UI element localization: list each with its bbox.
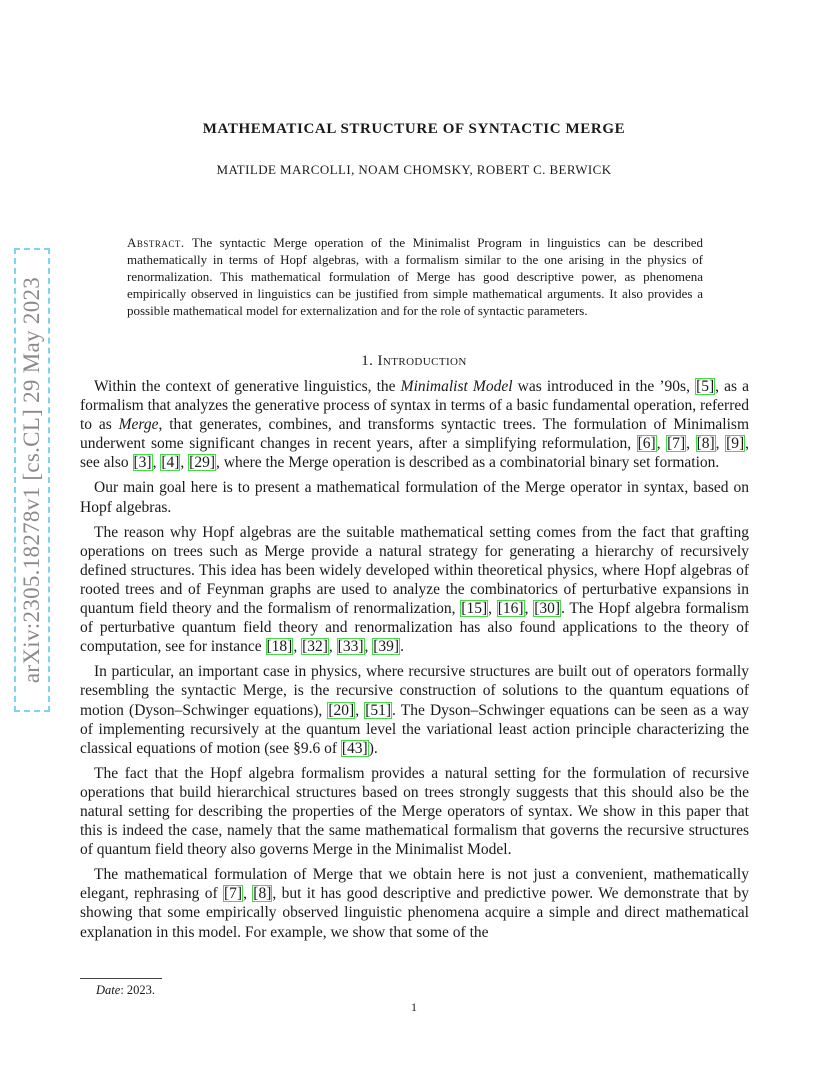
section-number: 1. bbox=[361, 353, 374, 369]
text-run: , bbox=[686, 435, 696, 453]
text-run: , see also bbox=[80, 435, 750, 472]
citation-link[interactable]: [8] bbox=[696, 435, 715, 453]
paragraph bbox=[80, 764, 749, 859]
citation-link[interactable]: [9] bbox=[726, 435, 745, 453]
text-run: , that generates, combines, and transforms syntactic trees. The formulation of Minimalism underwent some significant changes in recent years, after a simplifying reformulation, bbox=[80, 416, 749, 453]
footnote-label: Date bbox=[96, 983, 121, 997]
citation-link[interactable]: [7] bbox=[667, 435, 686, 453]
citation-link[interactable]: [20] bbox=[328, 701, 355, 719]
text-run: Our main goal here is to present a mathematical formulation of the Merge operator in syntax, based on Hopf algebras. bbox=[80, 479, 749, 516]
text-run: , bbox=[293, 638, 302, 656]
text-run: . The Dyson–Schwinger equations can be seen as a way of implementing recursively at the quantum level the variational least action principle characterizing the classical equations of motion (see §9.6 of bbox=[80, 701, 749, 757]
text-run: , bbox=[355, 701, 365, 719]
emphasized-term: Merge bbox=[118, 416, 159, 434]
text-run: In particular, an important case in physics, where recursive structures are built out of operators formally resembling the syntactic Merge, is the recursive construction of solutions to the quantum equations of motion (Dyson–Schwinger equations), bbox=[80, 663, 749, 719]
citation-link[interactable]: [5] bbox=[696, 378, 715, 395]
text-run: , bbox=[180, 454, 189, 472]
citation-link[interactable]: [43] bbox=[341, 739, 368, 757]
text-run: . The Hopf algebra formalism of perturbative quantum field theory and renormalization has also found applications to the theory of computation, see for instance bbox=[80, 600, 749, 656]
citation-link[interactable]: [18] bbox=[266, 638, 293, 656]
body-text bbox=[80, 377, 749, 948]
footnote-text: : 2023. bbox=[120, 983, 156, 997]
text-run: , bbox=[152, 454, 161, 472]
paper-authors: MATILDE MARCOLLI, NOAM CHOMSKY, ROBERT C. BERWICK bbox=[216, 162, 612, 177]
arxiv-identifier-text: arXiv:2305.18278v1 [cs.CL] 29 May 2023 bbox=[19, 276, 44, 684]
citation-link[interactable]: [8] bbox=[253, 885, 272, 903]
footnote bbox=[96, 983, 155, 998]
text-run: The reason why Hopf algebras are the suitable mathematical setting comes from the fact that grafting operations on trees such as Merge provide a natural strategy for generating a hierarchy of recursively defined structures. This idea has been widely developed within theoretical physics, where Hopf algebras of rooted trees and of Feynman graphs are used to analyze the combinatorics of perturbative expansions in quantum field theory and the formalism of renormalization, bbox=[80, 523, 749, 618]
paragraph bbox=[80, 523, 749, 657]
text-run: , bbox=[656, 435, 667, 453]
citation-link[interactable]: [32] bbox=[302, 638, 328, 656]
text-run: , bbox=[524, 600, 534, 618]
paragraph bbox=[80, 865, 749, 941]
citation-link[interactable]: [30] bbox=[534, 600, 561, 618]
paper-title: MATHEMATICAL STRUCTURE OF SYNTACTIC MERGE bbox=[202, 121, 626, 137]
abstract-label: Abstract. bbox=[127, 235, 185, 250]
text-run: , bbox=[364, 638, 373, 656]
page-number: 1 bbox=[411, 1000, 417, 1014]
text-run: , bbox=[243, 885, 253, 903]
citation-link[interactable]: [3] bbox=[133, 454, 152, 472]
abstract-text: The syntactic Merge operation of the Minimalist Program in linguistics can be described mathematically in terms of Hopf algebras, with a formalism similar to the one arising in the physics of renormalization. This mathematical formulation of Merge has good descriptive power, as phenomena empirically observed in linguistics can be justified from simple mathematical arguments. It also provides a possible mathematical model for externalization and for the role of syntactic parameters. bbox=[127, 235, 704, 318]
text-run: , but it has good descriptive and predictive power. We demonstrate that by showing that some empirically observed linguistic phenomena acquire a simple and direct mathematical explanation in this model. For example, we show that some of the bbox=[80, 885, 749, 941]
text-run: , as a formalism that analyzes the generative process of syntax in terms of a basic fundamental operation, referred to as bbox=[80, 378, 749, 434]
abstract bbox=[127, 234, 703, 319]
text-run: Within the context of generative linguistics, the bbox=[94, 378, 401, 395]
text-run: . bbox=[400, 638, 404, 656]
footnote-rule bbox=[80, 978, 162, 979]
section-title: Introduction bbox=[377, 353, 467, 369]
citation-link[interactable]: [29] bbox=[189, 454, 215, 472]
paragraph bbox=[80, 662, 749, 757]
text-run: ). bbox=[368, 739, 378, 757]
citation-link[interactable]: [39] bbox=[373, 638, 400, 656]
text-run: , bbox=[488, 600, 497, 618]
text-run: , bbox=[328, 638, 337, 656]
citation-link[interactable]: [15] bbox=[461, 600, 488, 618]
paragraph bbox=[80, 478, 749, 516]
citation-link[interactable]: [4] bbox=[161, 454, 180, 472]
citation-link[interactable]: [6] bbox=[637, 435, 656, 453]
text-run: , where the Merge operation is described as a combinatorial binary set formation. bbox=[216, 454, 720, 472]
section-heading bbox=[0, 353, 828, 370]
citation-link[interactable]: [51] bbox=[365, 701, 392, 719]
emphasized-term: Minimalist Model bbox=[400, 378, 513, 395]
text-run: , bbox=[715, 435, 726, 453]
citation-link[interactable]: [33] bbox=[337, 638, 364, 656]
paragraph bbox=[80, 377, 749, 472]
text-run: The fact that the Hopf algebra formalism provides a natural setting for the formulation of recursive operations that build hierarchical structures based on trees strongly suggests that this should also be the natural setting for describing the properties of the Merge operators of syntax. We show in this paper that this is indeed the case, namely that the same mathematical formalism that governs the recursive structures of quantum field theory also governs Merge in the Minimalist Model. bbox=[80, 764, 749, 859]
citation-link[interactable]: [16] bbox=[497, 600, 524, 618]
citation-link[interactable]: [7] bbox=[223, 885, 243, 903]
text-run: was introduced in the ’90s, bbox=[512, 378, 696, 395]
arxiv-identifier-stamp[interactable] bbox=[14, 248, 50, 712]
text-run: The mathematical formulation of Merge that we obtain here is not just a convenient, mathematically elegant, rephrasing of bbox=[80, 866, 749, 903]
